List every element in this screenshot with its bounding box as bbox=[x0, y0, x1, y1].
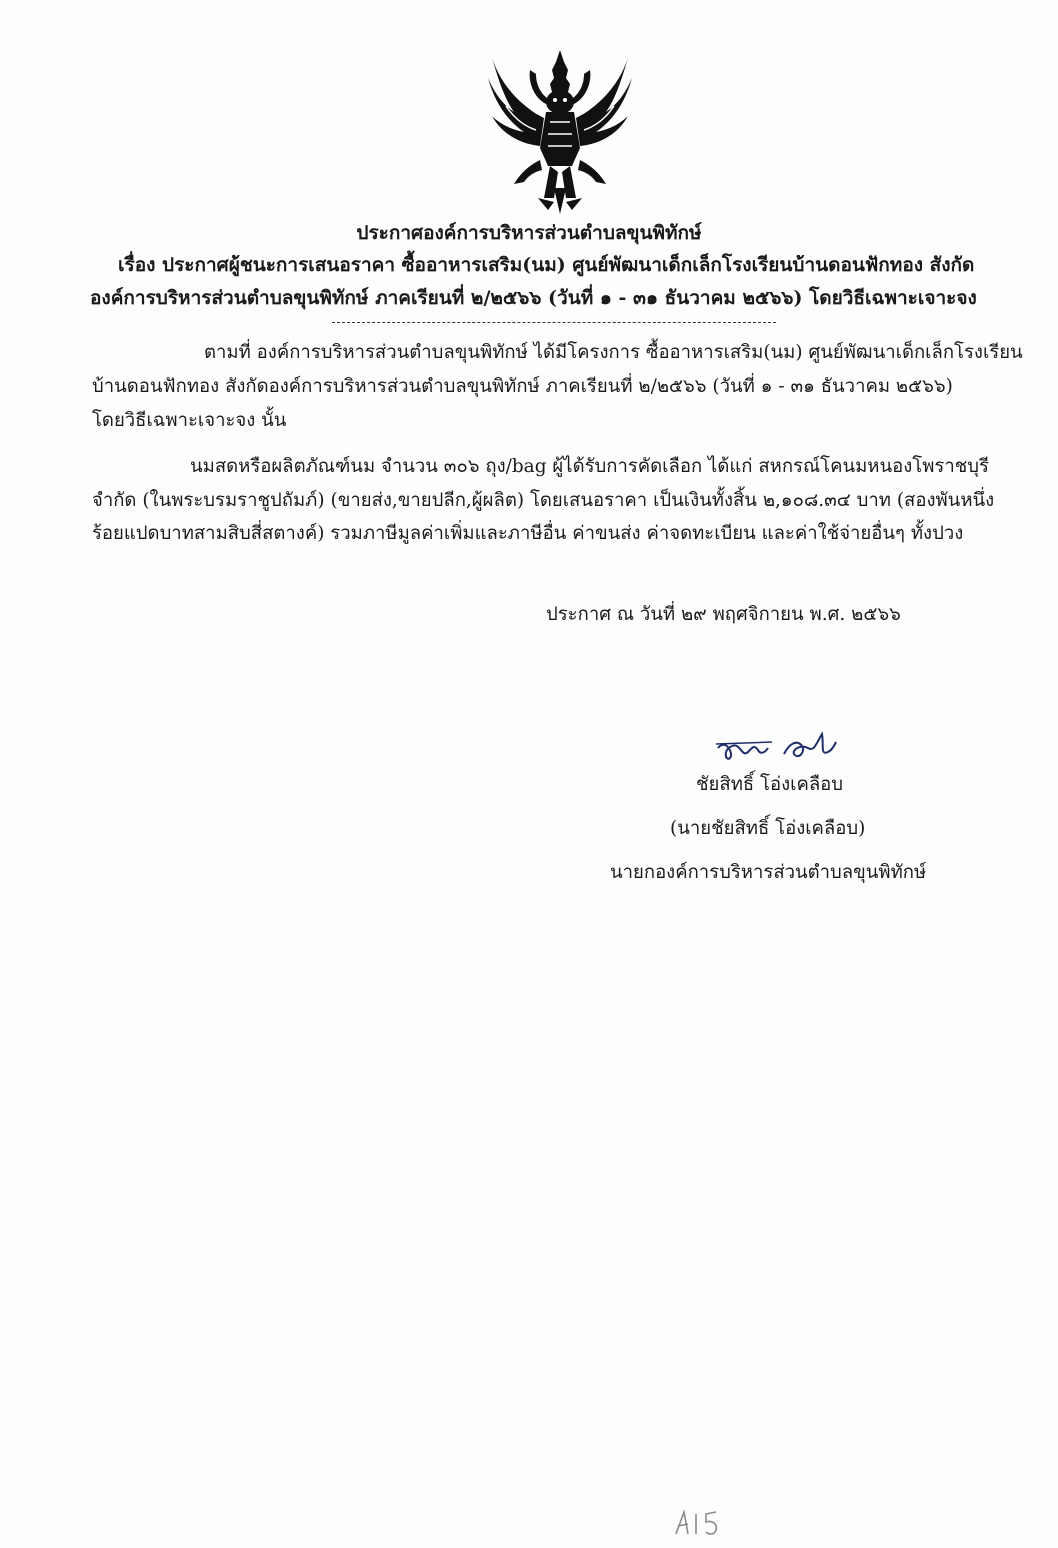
paragraph-2-line-3: ร้อยแปดบาทสามสิบสี่สตางค์) รวมภาษีมูลค่าเพิ่มและภาษีอื่น ค่าขนส่ง ค่าจดทะเบียน และค่าใช้จ่ายอื่นๆ ทั้งปวง bbox=[92, 523, 964, 544]
paragraph-2-line-2: จำกัด (ในพระบรมราชูปถัมภ์) (ขายส่ง,ขายปลีก,ผู้ผลิต) โดยเสนอราคา เป็นเงินทั้งสิ้น ๒,๑๐๘.๓๔ บาท (สองพันหนึ่ง bbox=[92, 490, 995, 511]
handwritten-page-number bbox=[672, 1508, 726, 1538]
signatory-name: ชัยสิทธิ์ โอ่งเคลือบ bbox=[696, 774, 844, 795]
subject-line-1: เรื่อง ประกาศผู้ชนะการเสนอราคา ซื้ออาหารเสริม(นม) ศูนย์พัฒนาเด็กเล็กโรงเรียนบ้านดอนฟักทอง สังกัด bbox=[118, 254, 975, 276]
signatory-position: นายกองค์การบริหารส่วนตำบลขุนพิทักษ์ bbox=[610, 862, 927, 883]
subject-line-2: องค์การบริหารส่วนตำบลขุนพิทักษ์ ภาคเรียนที่ ๒/๒๕๖๖ (วันที่ ๑ - ๓๑ ธันวาคม ๒๕๖๖) โดยวิธีเฉพาะเจาะจง bbox=[90, 287, 977, 309]
announcement-title: ประกาศองค์การบริหารส่วนตำบลขุนพิทักษ์ bbox=[356, 222, 702, 244]
paragraph-2-line-1: นมสดหรือผลิตภัณฑ์นม จำนวน ๓๐๖ ถุง/bag ผู้ได้รับการคัดเลือก ได้แก่ สหกรณ์โคนมหนองโพราชบุรี bbox=[190, 456, 989, 477]
divider-line bbox=[332, 322, 776, 323]
signatory-full-name: (นายชัยสิทธิ์ โอ่งเคลือบ) bbox=[670, 818, 866, 839]
announcement-date: ประกาศ ณ วันที่ ๒๙ พฤศจิกายน พ.ศ. ๒๕๖๖ bbox=[546, 604, 901, 625]
paragraph-1-line-3: โดยวิธีเฉพาะเจาะจง นั้น bbox=[92, 410, 287, 431]
paragraph-1-line-2: บ้านดอนฟักทอง สังกัดองค์การบริหารส่วนตำบลขุนพิทักษ์ ภาคเรียนที่ ๒/๒๕๖๖ (วันที่ ๑ - ๓๑ ธันวาคม ๒๕๖๖) bbox=[92, 376, 953, 397]
handwritten-signature bbox=[712, 724, 842, 768]
garuda-emblem bbox=[484, 48, 636, 214]
paragraph-1-line-1: ตามที่ องค์การบริหารส่วนตำบลขุนพิทักษ์ ได้มีโครงการ ซื้ออาหารเสริม(นม) ศูนย์พัฒนาเด็กเล็กโรงเรียน bbox=[204, 342, 1023, 363]
